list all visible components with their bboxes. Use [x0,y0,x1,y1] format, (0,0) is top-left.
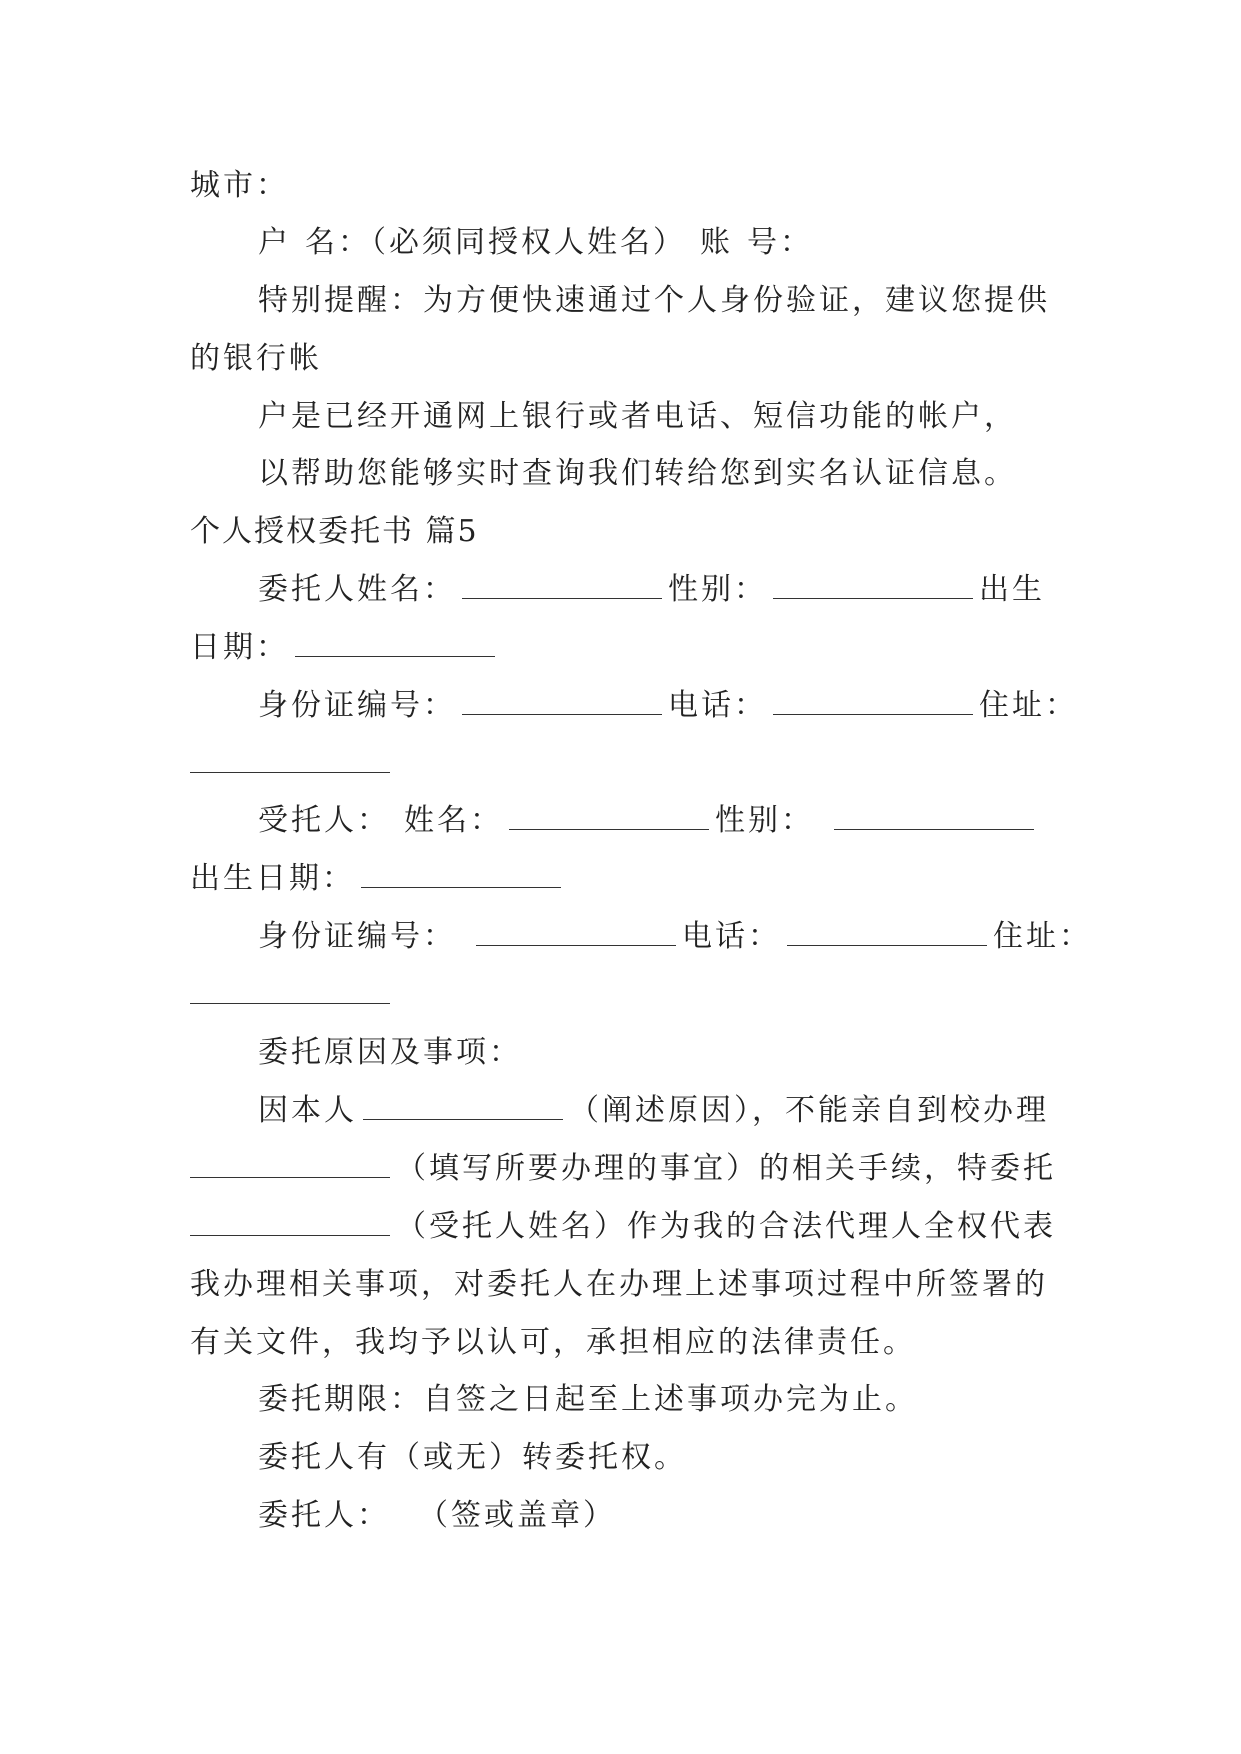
signature-hint: （签或盖章） [418,1498,616,1533]
account-no-rest: 号： [747,225,813,260]
principal-birth-blank [295,630,495,657]
principal-name-label: 委托人姓名： [258,572,456,607]
principal-gender-label: 性别： [668,572,767,607]
reason-line-4: 我办理相关事项，对委托人在办理上述事项过程中所签署的 [190,1267,1048,1302]
sub-delegation-line: 委托人有（或无）转委托权。 [258,1440,687,1475]
account-name-label: 户 [258,225,291,260]
principal-name-blank [462,572,662,599]
agent-birth-blank [361,861,561,888]
reason-1b: （阐述原因），不能亲自到校办理 [569,1093,1049,1128]
agent-line-3 [258,917,1092,957]
signature-label: 委托人： [258,1498,390,1533]
principal-address-blank [190,746,390,773]
principal-address-line [190,744,396,784]
reason-1a: 因本人 [258,1093,357,1128]
reason-blank-3 [190,1209,390,1236]
agent-address-blank [190,977,390,1004]
account-line [258,223,813,263]
agent-gender-label: 性别： [715,803,814,838]
principal-id-blank [462,688,662,715]
agent-name-blank [509,803,709,830]
agent-label: 受托人： [258,803,390,838]
agent-address-label: 住址： [993,919,1092,954]
reminder-line-4: 以帮助您能够实时查询我们转给您到实名认证信息。 [258,456,1017,491]
principal-line-3 [258,686,1078,726]
agent-line-2 [190,859,567,899]
agent-phone-label: 电话： [682,919,781,954]
reason-2: （填写所要办理的事宜）的相关手续，特委托 [396,1151,1056,1186]
reason-line-5: 有关文件，我均予以认可，承担相应的法律责任。 [190,1325,916,1360]
principal-address-label: 住址： [979,688,1078,723]
agent-line-1 [258,801,1040,841]
agent-id-label: 身份证编号： [258,919,456,954]
reason-3: （受托人姓名）作为我的合法代理人全权代表 [396,1209,1056,1244]
reason-line-2 [190,1149,1056,1189]
account-name-rest: 名：（必须同授权人姓名） [305,225,686,260]
reminder-line-2: 的银行帐 [190,341,322,376]
reason-title: 委托原因及事项： [258,1035,522,1070]
principal-line-2 [190,628,501,668]
agent-address-line [190,975,396,1015]
account-no-label: 账 [700,225,733,260]
reason-blank-2 [190,1151,390,1178]
principal-phone-blank [773,688,973,715]
reminder-line-1: 特别提醒：为方便快速通过个人身份验证，建议您提供 [258,283,1050,318]
signature-line [258,1496,616,1536]
principal-phone-label: 电话： [668,688,767,723]
term-line: 委托期限：自签之日起至上述事项办完为止。 [258,1382,918,1417]
agent-phone-blank [787,919,987,946]
agent-id-blank [476,919,676,946]
agent-gender-blank [834,803,1034,830]
section-title: 个人授权委托书 篇5 [190,514,479,549]
agent-name-label: 姓名： [404,803,503,838]
reason-line-3 [190,1207,1056,1247]
city-line: 城市： [190,168,289,203]
agent-birth-label: 出生日期： [190,861,355,896]
reason-line-1 [258,1091,1049,1131]
principal-birth-label-a: 出生 [979,572,1045,607]
reminder-line-3: 户是已经开通网上银行或者电话、短信功能的帐户， [258,399,1017,434]
principal-line-1 [258,570,1045,610]
principal-gender-blank [773,572,973,599]
principal-birth-label-b: 日期： [190,630,289,665]
principal-id-label: 身份证编号： [258,688,456,723]
reason-blank-1 [363,1093,563,1120]
